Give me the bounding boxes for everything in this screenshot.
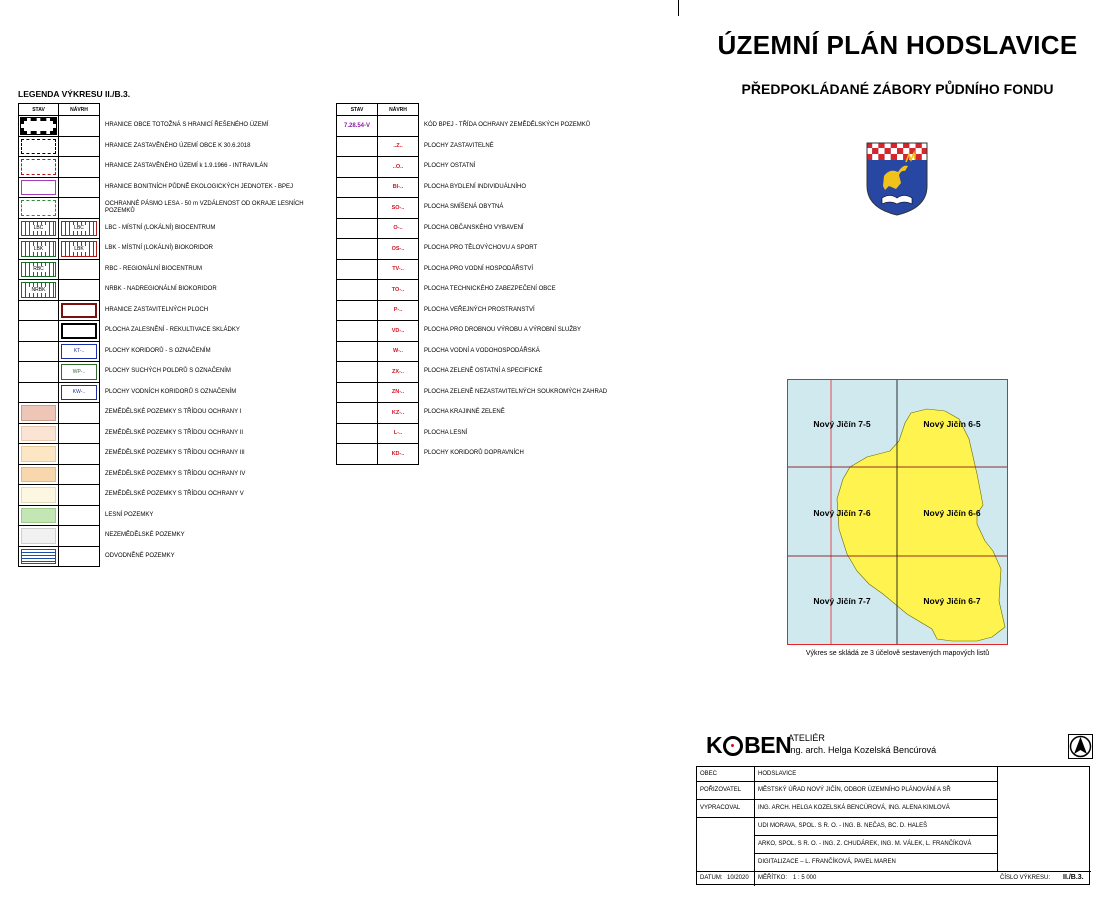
symbol-municipal-border: [19, 116, 59, 137]
tb-scale-value: 1 : 5 000: [793, 875, 817, 881]
legend-stav-code: [337, 136, 378, 157]
legend-item-label: PLOCHY ZASTAVITELNÉ: [424, 142, 494, 149]
symbol-rbc-stav: [19, 259, 59, 280]
tb-contributor: UDI MORAVA, SPOL. S R. O. - ING. B. NEČAS, BC. D. HALEŠ: [758, 823, 928, 829]
legend-navrh-code: ZX-..: [378, 362, 419, 383]
legend-item-label: HRANICE ZASTAVĚNÉHO ÚZEMÍ OBCE K 30.6.2018: [105, 142, 251, 149]
title-block: [696, 766, 1090, 885]
legend-navrh-code: KZ-..: [378, 403, 419, 424]
page-subtitle: PŘEDPOKLÁDANÉ ZÁBORY PŮDNÍHO FONDU: [741, 81, 1054, 97]
legend-item-label: OCHRANNÉ PÁSMO LESA - 50 m VZDÁLENOST OD OKRAJE LESNÍCH POZEMKŮ: [105, 200, 304, 214]
tb-drawing-no-label: ČÍSLO VÝKRESU:: [1000, 875, 1051, 881]
architect-name: Ing. arch. Helga Kozelská Bencúrová: [788, 745, 937, 755]
legend-navrh-code: TV-..: [378, 259, 419, 280]
legend-item-label: RBC - REGIONÁLNÍ BIOCENTRUM: [105, 265, 203, 272]
symbol-development-border: [59, 300, 100, 321]
symbol-label: LBK: [70, 246, 88, 252]
legend-item-label: HRANICE OBCE TOTOŽNÁ S HRANICÍ ŘEŠENÉHO ÚZEMÍ: [105, 122, 269, 129]
map-sheet-index: [787, 379, 1008, 645]
legend-navrh-code: ZN-..: [378, 382, 419, 403]
legend-item-label: PLOCHA VODNÍ A VODOHOSPODÁŘSKÁ: [424, 347, 540, 354]
legend-item-label: PLOCHA LESNÍ: [424, 429, 468, 436]
legend-navrh-code: L-..: [378, 423, 419, 444]
legend-navrh-code: O-..: [378, 218, 419, 239]
legend-item-label: ZEMĚDĚLSKÉ POZEMKY S TŘÍDOU OCHRANY III: [105, 450, 245, 457]
legend-navrh-code: [378, 116, 419, 137]
legend-heading: LEGENDA VÝKRESU II./B.3.: [18, 89, 131, 99]
tb-value-porizovatel: MĚSTSKÝ ÚŘAD NOVÝ JIČÍN, ODBOR ÚZEMNÍHO PLÁNOVÁNÍ A SŘ: [758, 787, 951, 793]
legend-item-label: PLOCHA BYDLENÍ INDIVIDUÁLNÍHO: [424, 183, 527, 190]
legend-stav-code: [337, 321, 378, 342]
legend-item-label: NEZEMĚDĚLSKÉ POZEMKY: [105, 532, 185, 539]
legend-stav-code: [337, 280, 378, 301]
legend-item-label: HRANICE BONITNÍCH PŮDNĚ EKOLOGICKÝCH JEDNOTEK - BPEJ: [105, 183, 294, 190]
legend-item-label: PLOCHY VODNÍCH KORIDORŮ S OZNAČENÍM: [105, 388, 237, 395]
legend-stav-code: [337, 341, 378, 362]
legend-item-label: PLOCHA KRAJINNÉ ZELENĚ: [424, 409, 505, 416]
symbol-lbc-navrh: [59, 218, 100, 239]
legend-navrh-code: OS-..: [378, 239, 419, 260]
legend-item-label: LBC - MÍSTNÍ (LOKÁLNÍ) BIOCENTRUM: [105, 224, 216, 231]
legend-stav-code: [337, 157, 378, 178]
legend-navrh-code: BI-..: [378, 177, 419, 198]
legend-item-label: PLOCHA PRO VODNÍ HOSPODÁŘSTVÍ: [424, 265, 534, 272]
symbol-label: NRBK: [28, 287, 49, 293]
legend-stav-code: [337, 198, 378, 219]
symbol-built-up-2018: [19, 136, 59, 157]
legend-navrh-code: TO-..: [378, 280, 419, 301]
page-title: ÚZEMNÍ PLÁN HODSLAVICE: [717, 30, 1078, 60]
tb-key-vypracoval: VYPRACOVAL: [700, 805, 741, 811]
coat-of-arms-icon: [866, 142, 928, 216]
symbol-afforestation: [59, 321, 100, 342]
symbol-forest-buffer: [19, 198, 59, 219]
legend-navrh-code: P-..: [378, 300, 419, 321]
legend-stav-code: [337, 444, 378, 465]
legend-table-right: [336, 103, 669, 465]
symbol-lbk-stav: [19, 239, 59, 260]
swatch-class-ii: [19, 423, 59, 444]
legend-table-left: [18, 103, 330, 567]
legend-stav-code: 7.28.54-V: [337, 116, 378, 137]
tb-date-label: DATUM:: [700, 875, 723, 881]
legend-item-label: LBK - MÍSTNÍ (LOKÁLNÍ) BIOKORIDOR: [105, 245, 214, 252]
legend-stav-code: [337, 177, 378, 198]
logo-o-icon: [723, 736, 743, 756]
legend-stav-code: [337, 239, 378, 260]
map-sheet-label: Nový Jičín 6-5: [923, 419, 981, 429]
symbol-label: WP-..: [72, 368, 86, 375]
legend-item-label: ZEMĚDĚLSKÉ POZEMKY S TŘÍDOU OCHRANY I: [105, 409, 242, 416]
logo-text-left: K: [706, 732, 723, 758]
symbol-intravilan: [19, 157, 59, 178]
legend-item-label: ZEMĚDĚLSKÉ POZEMKY S TŘÍDOU OCHRANY V: [105, 491, 244, 498]
legend-col-stav: STAV: [337, 104, 378, 116]
swatch-class-iii: [19, 444, 59, 465]
symbol-dry-polder: [59, 362, 100, 383]
symbol-lbc-stav: [19, 218, 59, 239]
legend-item-label: HRANICE ZASTAVĚNÉHO ÚZEMÍ k 1.9.1966 - INTRAVILÁN: [105, 163, 268, 170]
legend-col-stav: STAV: [19, 104, 59, 116]
logo-text-right: BEN: [744, 732, 792, 758]
tb-value-obec: HODSLAVICE: [758, 771, 797, 777]
symbol-corridor: [59, 341, 100, 362]
legend-item-label: PLOCHA OBČANSKÉHO VYBAVENÍ: [424, 224, 524, 231]
koben-logo: [706, 732, 791, 759]
legend-navrh-code: KD-..: [378, 444, 419, 465]
swatch-forest: [19, 505, 59, 526]
legend-col-navrh: NÁVRH: [378, 104, 419, 116]
legend-stav-code: [337, 259, 378, 280]
atelier-label: ATELIÉR: [788, 733, 825, 743]
legend-item-label: PLOCHA ZALESNĚNÍ - REKULTIVACE SKLÁDKY: [105, 327, 240, 334]
tb-drawing-no-value: II./B.3.: [1063, 874, 1084, 881]
legend-item-label: ZEMĚDĚLSKÉ POZEMKY S TŘÍDOU OCHRANY IV: [105, 470, 246, 477]
map-sheet-label: Nový Jičín 7-5: [813, 419, 871, 429]
legend-item-label: PLOCHY SUCHÝCH POLDRŮ S OZNAČENÍM: [105, 368, 231, 375]
swatch-class-iv: [19, 464, 59, 485]
symbol-lbk-navrh: [59, 239, 100, 260]
legend-item-label: PLOCHY KORIDORŮ DOPRAVNÍCH: [424, 450, 524, 457]
tb-value-vypracoval: ING. ARCH. HELGA KOZELSKÁ BENCÚROVÁ, ING. ALENA KIMLOVÁ: [758, 805, 950, 811]
map-sheet-label: Nový Jičín 6-6: [923, 508, 981, 518]
symbol-label: LBK: [30, 246, 47, 252]
sheet-frame-line: [678, 0, 679, 16]
symbol-label: LBC: [70, 225, 88, 231]
swatch-non-agricultural: [19, 526, 59, 547]
legend-stav-code: [337, 362, 378, 383]
map-sheet-label: Nový Jičín 7-6: [813, 508, 871, 518]
legend-item-label: KÓD BPEJ - TŘÍDA OCHRANY ZEMĚDĚLSKÝCH POZEMKŮ: [424, 122, 591, 129]
symbol-label: RBC: [30, 266, 47, 272]
legend-item-label: PLOCHA ZELENĚ OSTATNÍ A SPECIFICKÉ: [424, 368, 543, 375]
swatch-drained: [19, 546, 59, 567]
legend-item-label: PLOCHA TECHNICKÉHO ZABEZPEČENÍ OBCE: [424, 286, 556, 293]
legend-stav-code: [337, 300, 378, 321]
symbol-nrbk-stav: [19, 280, 59, 301]
symbol-water-corridor: [59, 382, 100, 403]
swatch-class-v: [19, 485, 59, 506]
legend-navrh-code: ..O..: [378, 157, 419, 178]
legend-item-label: LESNÍ POZEMKY: [105, 511, 154, 518]
legend-item-label: PLOCHA PRO TĚLOVÝCHOVU A SPORT: [424, 245, 538, 252]
legend-item-label: ODVODNĚNÉ POZEMKY: [105, 552, 175, 559]
legend-col-navrh: NÁVRH: [59, 104, 100, 116]
tb-contributor: DIGITALIZACE – L. FRANČÍKOVÁ, PAVEL MAREN: [758, 859, 896, 865]
map-sheet-label: Nový Jičín 6-7: [923, 596, 981, 606]
legend-item-label: PLOCHA ZELENĚ NEZASTAVITELNÝCH SOUKROMÝCH ZAHRAD: [424, 388, 608, 395]
north-arrow-icon: [1068, 734, 1093, 759]
tb-contributor: ARKO, SPOL. S R. O. - ING. Z. CHUDÁREK, ING. M. VÁLEK, L. FRANČÍKOVÁ: [758, 841, 972, 847]
legend-navrh-code: ..Z..: [378, 136, 419, 157]
legend-navrh-code: W-..: [378, 341, 419, 362]
tb-key-porizovatel: POŘIZOVATEL: [700, 787, 742, 793]
legend-stav-code: [337, 423, 378, 444]
symbol-label: KT-..: [73, 348, 85, 355]
swatch-class-i: [19, 403, 59, 424]
legend-item-label: PLOCHY KORIDORŮ - S OZNAČENÍM: [105, 347, 211, 354]
symbol-label: KW-..: [72, 389, 86, 396]
tb-scale-label: MĚŘÍTKO:: [758, 875, 788, 881]
legend-stav-code: [337, 382, 378, 403]
symbol-bpej-border: [19, 177, 59, 198]
legend-stav-code: [337, 403, 378, 424]
legend-item-label: PLOCHA PRO DROBNOU VÝROBU A VÝROBNÍ SLUŽBY: [424, 327, 582, 334]
legend-item-label: HRANICE ZASTAVITELNÝCH PLOCH: [105, 306, 209, 313]
legend-stav-code: [337, 218, 378, 239]
legend-item-label: PLOCHA SMÍŠENÁ OBYTNÁ: [424, 204, 504, 211]
symbol-label: LBC: [30, 225, 47, 231]
tb-key-obec: OBEC: [700, 771, 718, 777]
map-index-caption: Výkres se skládá ze 3 účelově sestavených mapových listů: [805, 650, 990, 657]
legend-item-label: PLOCHA VEŘEJNÝCH PROSTRANSTVÍ: [424, 306, 535, 313]
map-sheet-label: Nový Jičín 7-7: [813, 596, 871, 606]
legend-item-label: PLOCHY OSTATNÍ: [424, 163, 476, 170]
tb-date-value: 10/2020: [727, 875, 749, 881]
legend-navrh-code: VD-..: [378, 321, 419, 342]
legend-navrh-code: SO-..: [378, 198, 419, 219]
legend-item-label: ZEMĚDĚLSKÉ POZEMKY S TŘÍDOU OCHRANY II: [105, 429, 244, 436]
legend-item-label: NRBK - NADREGIONÁLNÍ BIOKORIDOR: [105, 286, 217, 293]
